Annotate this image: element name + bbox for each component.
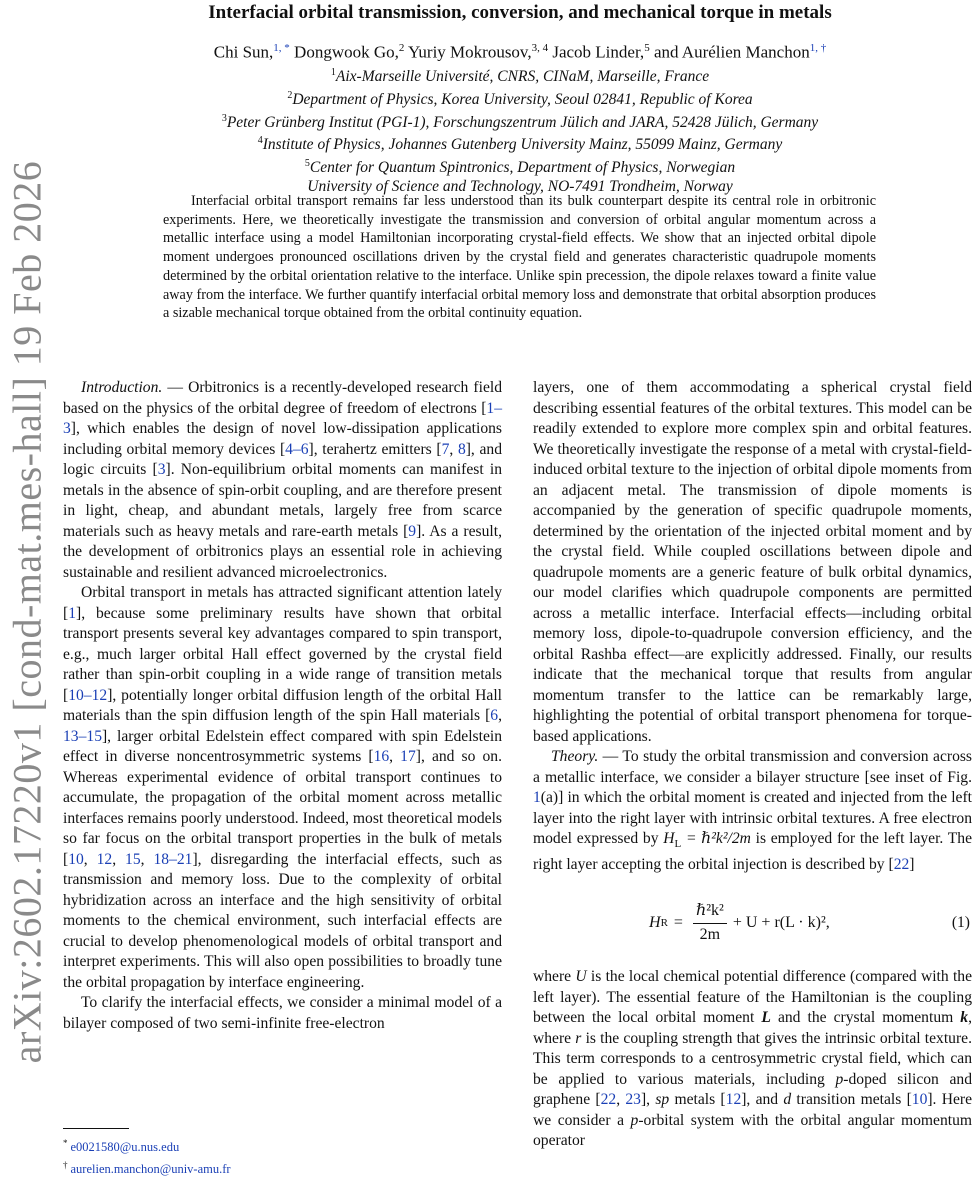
- equation-1: [533, 879, 972, 967]
- citation-link[interactable]: 4–6: [285, 440, 309, 458]
- citation-link[interactable]: 8: [457, 440, 466, 458]
- citation-link[interactable]: 12: [96, 850, 113, 868]
- paragraph-continued: layers, one of them accommodating a spherical crystal field describing essential features of the orbital textures. This model can be readily extended to explore more complex spin and orbital features. We theoretically investigate the response of a metal with crystal-field-induced orbital texture to the injection of orbital dipole moments from an adjacent metal. The transmission of dipole moments is accompanied by the generation of specific quadrupole moments, determined by the orientation of the injected orbital moment and by the crystal field. While coupled oscillations between dipole and quadrupole moments are a generic feature of bulk orbital dynamics, our model clarifies which quadrupole components are permitted across a metallic interface. Interfacial effects—including orbital memory loss, dipole-to-quadrupole conversion efficiency, and the orbital Rashba effect—are explicitly addressed. Finally, our results indicate that the mechanical torque that results from angular momentum transfer to the lattice can be remarkably large, highlighting the potential of orbital transport phenomena for torque-based applications.: [533, 379, 972, 745]
- affiliation: University of Science and Technology, NO-7491 Trondheim, Norway: [307, 177, 733, 195]
- section-label-introduction: Introduction.: [81, 379, 163, 396]
- citation-link[interactable]: 6: [490, 707, 499, 724]
- author-affil-link[interactable]: 1, *: [273, 42, 290, 54]
- citation-link[interactable]: 10: [911, 1091, 928, 1109]
- affiliation: $^3$Peter Grünberg Institut (PGI-1), Forschungszentrum Jülich and JARA, 52428 Jülich, Germany: [221, 112, 819, 131]
- author-affil-mark: 3, 4: [531, 42, 549, 54]
- footnote-rule: [63, 1128, 129, 1129]
- citation-link[interactable]: 17: [400, 748, 416, 765]
- author-name: Jacob Linder,: [552, 42, 645, 62]
- author-affil-mark: 2: [398, 42, 405, 54]
- equation-number: (1): [951, 913, 970, 931]
- affiliation: $^4$Institute of Physics, Johannes Gutenberg University Mainz, 55099 Mainz, Germany: [257, 135, 783, 154]
- email-link[interactable]: aurelien.manchon@univ-amu.fr: [70, 1162, 231, 1177]
- footnote: † aurelien.manchon@univ-amu.fr: [63, 1160, 231, 1177]
- citation-link[interactable]: 7: [441, 440, 450, 458]
- paragraph-hamiltonian: where U is the local chemical potential difference (compared with the left layer). The essential feature of the Hamiltonian is the coupling between the local orbital moment L and the crystal momentum k, where r is the coupling strength that gives the intrinsic orbital texture. This term corresponds to a centrosymmetric crystal field, which can be applied to various materials, including p-doped silicon and graphene [22, 23], sp metals [12], and d transition metals [10]. Here we consider a p-orbital system with the orbital angular momentum operator: [533, 968, 973, 1150]
- citation-link[interactable]: 23: [625, 1091, 641, 1109]
- citation-link[interactable]: 12: [725, 1091, 742, 1109]
- paragraph-introduction: Introduction. — Orbitronics is a recently-developed research field based on the physics of the orbital degree of freedom of electrons [1–3], which enables the design of novel low-dissipation applications including orbital memory devices [4–6], terahertz emitters [7, 8], and logic circuits [3]. Non-equilibrium orbital moments can manifest in metals in the absence of spin-orbit coupling, and are therefore present in light, cheap, and abundant metals, largely free from scarce materials such as heavy metals and rare-earth metals [9]. As a result, the development of orbitronics plays an essential role in achieving sustainable and resilient advanced microelectronics.: [63, 379, 502, 581]
- author-list: [120, 42, 920, 63]
- abstract: Interfacial orbital transport remains far less understood than its bulk counterpart despite its central role in orbitronic experiments. Here, we theoretically investigate the transmission and conversion of orbital angular momentum across a metallic interface using a model Hamiltonian incorporating crystal-field effects. We show that an injected orbital dipole moment undergoes pronounced oscillations driven by the crystal field and generates characteristic quadrupole moments determined by the orbital orientation relative to the interface. Unlike spin precession, the dipole relaxes toward a finite value away from the interface. We further quantify interfacial orbital memory loss and demonstrate that orbital absorption produces a sizable mechanical torque obtained from the orbital continuity equation.: [163, 193, 876, 322]
- arxiv-sidebar: [0, 160, 54, 1064]
- citation-link[interactable]: 1–3: [63, 399, 502, 437]
- author-affil-mark: 5: [644, 42, 650, 54]
- left-column: [63, 378, 502, 1034]
- paper-title: Interfacial orbital transmission, conversion, and mechanical torque in metals: [208, 2, 832, 23]
- citation-link[interactable]: 22: [893, 855, 910, 873]
- footnote: * e0021580@u.nus.edu: [63, 1138, 180, 1155]
- author-name: and Aurélien Manchon: [653, 42, 810, 62]
- affiliation: $^1$Aix-Marseille Université, CNRS, CINaM, Marseille, France: [330, 67, 710, 86]
- footnotes: [63, 1134, 231, 1178]
- author-name: Chi Sun,: [213, 42, 274, 62]
- equation-fraction: $\frac{\text{ℏ²k²}}{2m}$: [693, 901, 727, 945]
- author-name: Dongwook Go,: [294, 42, 399, 62]
- citation-link[interactable]: 13–15: [63, 727, 102, 745]
- citation-link[interactable]: 18–21: [153, 850, 193, 868]
- paragraph-orbital-transport: Orbital transport in metals has attracted significant attention lately [1], because some preliminary results have shown that orbital transport presents several key advantages compared to spin transport, e.g., much larger orbital Hall effect governed by the crystal field rather than spin-orbit coupling in a wide range of transition metals [10–12], potentially longer orbital diffusion length of the orbital Hall materials than the spin diffusion length of the spin Hall materials [6, 13–15], larger orbital Edelstein effect compared with spin Edelstein effect in diverse noncentrosymmetric systems [16, 17], and so on. Whereas experimental evidence of orbital transport continues to accumulate, the propagation of the orbital moment across metallic interfaces remains poorly understood. Indeed, most theoretical models so far focus on the orbital transport properties in the bulk of metals [10, 12, 15, 18–21], disregarding the interfacial effects, such as transmission and memory loss. Due to the complexity of orbital hybridization across an interface and the high sensitivity of orbital moments to the chemical environment, such interfacial effects are crucial to develop phenomenological models of orbital transport and interpret experiments. This will also open possibilities to broadly tune the orbital propagation by interface engineering.: [63, 584, 503, 991]
- citation-link[interactable]: 10–12: [68, 686, 108, 704]
- affiliation: $^2$Department of Physics, Korea University, Seoul 02841, Republic of Korea: [287, 89, 753, 108]
- paragraph-theory: Theory. — To study the orbital transmission and conversion across a metallic interface, we consider a bilayer structure [see inset of Fig. 1(a)] in which the orbital moment is created and injected from the left layer into the right layer with intrinsic orbital textures. A free electron model expressed by $H_L$ = ℏ²k²/2m is employed for the left layer. The right layer accepting the orbital injection is described by [22]: [533, 748, 972, 873]
- figure-link[interactable]: 1: [533, 789, 541, 806]
- section-label-theory: Theory.: [551, 748, 599, 765]
- citation-link[interactable]: 16: [373, 748, 390, 765]
- citation-link[interactable]: 22: [600, 1091, 617, 1109]
- citation-link[interactable]: 15: [125, 850, 141, 868]
- citation-link[interactable]: 1: [68, 604, 76, 622]
- right-column: [533, 378, 972, 1152]
- author-name: Yuriy Mokrousov,: [408, 42, 532, 62]
- email-link[interactable]: e0021580@u.nus.edu: [70, 1140, 180, 1155]
- author-affil-link[interactable]: 1, †: [809, 42, 827, 54]
- citation-link[interactable]: 9: [408, 522, 417, 540]
- arxiv-identifier: arXiv:2602.17220v1 [cond-mat.mes-hall] 19 Feb 2026: [4, 160, 50, 1064]
- equation-body: H R = $\frac{\text{ℏ²k²}}{2m}$ + U + r(L · k)²,: [649, 901, 830, 945]
- affiliation-list: [120, 64, 920, 196]
- affiliation: $^5$Center for Quantum Spintronics, Department of Physics, Norwegian: [304, 158, 736, 177]
- citation-link[interactable]: 10: [68, 850, 84, 868]
- paragraph-minimal-model: To clarify the interfacial effects, we consider a minimal model of a bilayer composed of two semi-infinite free-electron: [63, 994, 502, 1032]
- citation-link[interactable]: 3: [157, 461, 166, 478]
